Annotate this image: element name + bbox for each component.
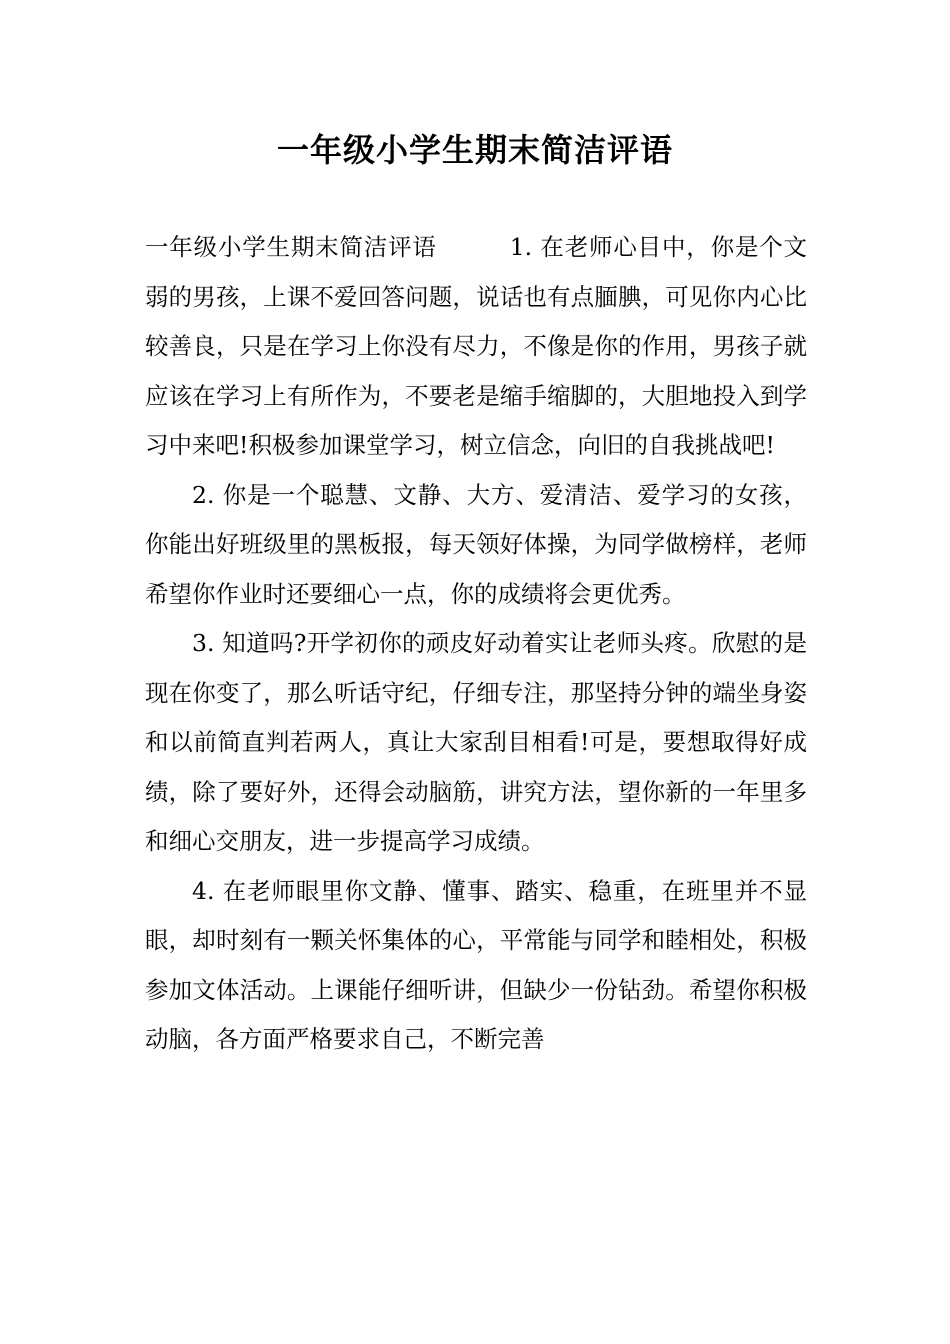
- paragraph-1-text: 1. 在老师心目中，你是个文弱的男孩，上课不爱回答问题，说话也有点腼腆，可见你内心比较善良，只是在学习上你没有尽力，不像是你的作用，男孩子就应该在学习上有所作为，不要老是缩手缩脚的，大胆地投入到学习中来吧!积极参加课堂学习，树立信念，向旧的自我挑战吧!: [145, 233, 808, 459]
- paragraph-4: 4. 在老师眼里你文静、懂事、踏实、稳重，在班里并不显眼，却时刻有一颗关怀集体的心，平常能与同学和睦相处，积极参加文体活动。上课能仔细听讲，但缺少一份钻劲。希望你积极动脑，各方面严格要求自己，不断完善: [145, 876, 807, 1053]
- document-title: 一年级小学生期末简洁评语: [276, 131, 673, 169]
- paragraph-1: [145, 223, 807, 471]
- paragraph-3: 3. 知道吗?开学初你的顽皮好动着实让老师头疼。欣慰的是现在你变了，那么听话守纪，仔细专注，那坚持分钟的端坐身姿和以前简直判若两人，真让大家刮目相看!可是，要想取得好成绩，除了要好外，还得会动脑筋，讲究方法，望你新的一年里多和细心交朋友，进一步提高学习成绩。: [145, 629, 807, 855]
- document-body: [145, 223, 807, 1065]
- paragraph-2: 2. 你是一个聪慧、文静、大方、爱清洁、爱学习的女孩，你能出好班级里的黑板报，每天领好体操，为同学做榜样，老师希望你作业时还要细心一点，你的成绩将会更优秀。: [145, 480, 807, 608]
- paragraph-1-lead: 一年级小学生期末简洁评语: [145, 233, 437, 261]
- lead-gap: [437, 233, 510, 261]
